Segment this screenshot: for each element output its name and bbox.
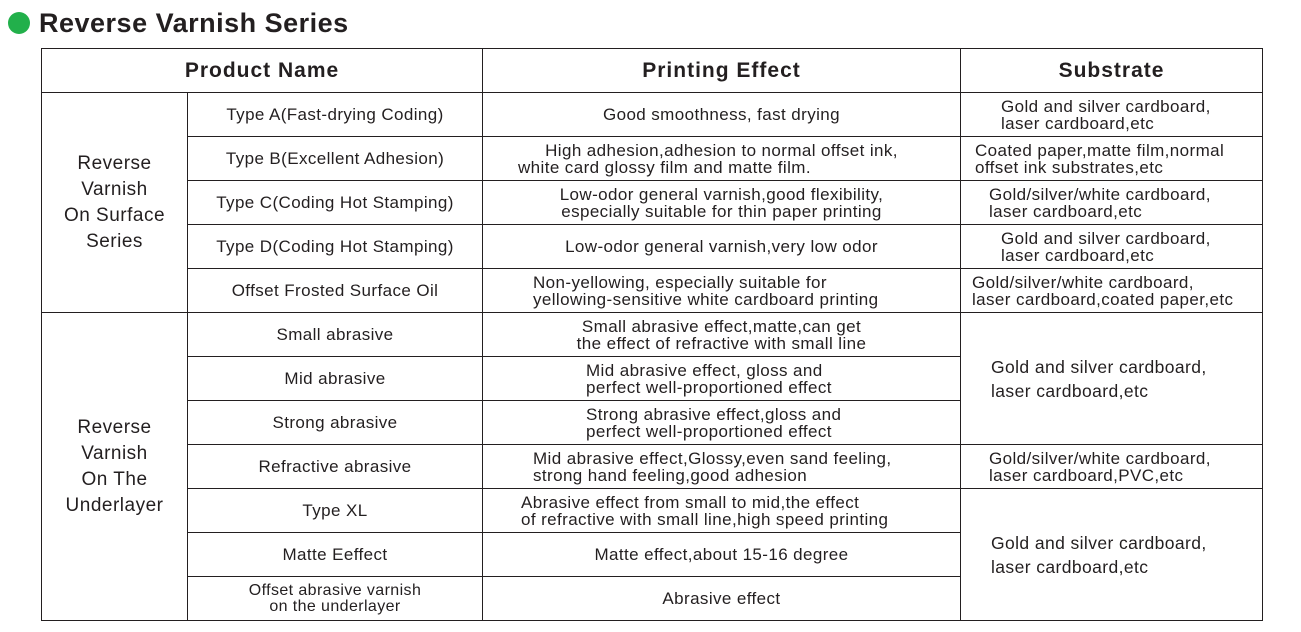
product-name-cell: Refractive abrasive	[188, 445, 483, 489]
table-row	[42, 181, 1263, 225]
printing-effect-cell: Small abrasive effect,matte,can get the effect of refractive with small line	[483, 313, 961, 357]
table-row	[42, 137, 1263, 181]
page-title: Reverse Varnish Series	[39, 7, 349, 38]
substrate-cell: Gold/silver/white cardboard, laser cardboard,coated paper,etc	[961, 269, 1263, 313]
green-bullet-icon	[8, 12, 30, 34]
header-row	[42, 49, 1263, 93]
product-name-cell: Small abrasive	[188, 313, 483, 357]
printing-effect-cell: Mid abrasive effect,Glossy,even sand feeling, strong hand feeling,good adhesion	[483, 445, 961, 489]
substrate-cell: Gold and silver cardboard, laser cardboard,etc	[961, 93, 1263, 137]
table-row	[42, 313, 1263, 357]
table-row	[42, 489, 1263, 533]
product-name-cell: Offset abrasive varnish on the underlayer	[188, 577, 483, 621]
product-table	[41, 48, 1263, 621]
product-name-cell: Matte Eeffect	[188, 533, 483, 577]
header-substrate: Substrate	[961, 49, 1263, 93]
product-name-cell: Type B(Excellent Adhesion)	[188, 137, 483, 181]
substrate-cell: Gold/silver/white cardboard, laser cardboard,PVC,etc	[961, 445, 1263, 489]
printing-effect-cell: High adhesion,adhesion to normal offset ink, white card glossy film and matte film.	[483, 137, 961, 181]
printing-effect-cell: Non-yellowing, especially suitable for yellowing-sensitive white cardboard printing	[483, 269, 961, 313]
product-name-cell: Type D(Coding Hot Stamping)	[188, 225, 483, 269]
printing-effect-cell: Good smoothness, fast drying	[483, 93, 961, 137]
table-row	[42, 93, 1263, 137]
substrate-cell: Coated paper,matte film,normal offset ink substrates,etc	[961, 137, 1263, 181]
printing-effect-cell: Mid abrasive effect, gloss and perfect well-proportioned effect	[483, 357, 961, 401]
header-printing-effect: Printing Effect	[483, 49, 961, 93]
substrate-cell-merged: Gold and silver cardboard, laser cardboard,etc	[961, 489, 1263, 621]
printing-effect-cell: Matte effect,about 15-16 degree	[483, 533, 961, 577]
printing-effect-cell: Strong abrasive effect,gloss and perfect well-proportioned effect	[483, 401, 961, 445]
printing-effect-cell: Abrasive effect from small to mid,the effect of refractive with small line,high speed printing	[483, 489, 961, 533]
product-name-cell: Strong abrasive	[188, 401, 483, 445]
printing-effect-cell: Low-odor general varnish,very low odor	[483, 225, 961, 269]
printing-effect-cell: Abrasive effect	[483, 577, 961, 621]
table-row	[42, 225, 1263, 269]
product-name-cell: Offset Frosted Surface Oil	[188, 269, 483, 313]
group-underlayer: Reverse Varnish On The Underlayer	[42, 313, 188, 621]
printing-effect-cell: Low-odor general varnish,good flexibility, especially suitable for thin paper printing	[483, 181, 961, 225]
product-name-cell: Mid abrasive	[188, 357, 483, 401]
substrate-cell: Gold/silver/white cardboard, laser cardboard,etc	[961, 181, 1263, 225]
header-product-name: Product Name	[42, 49, 483, 93]
table-row	[42, 269, 1263, 313]
product-name-cell: Type XL	[188, 489, 483, 533]
product-name-cell: Type C(Coding Hot Stamping)	[188, 181, 483, 225]
group-surface-series: Reverse Varnish On Surface Series	[42, 93, 188, 313]
substrate-cell: Gold and silver cardboard, laser cardboard,etc	[961, 225, 1263, 269]
section-header	[8, 6, 349, 40]
product-name-cell: Type A(Fast-drying Coding)	[188, 93, 483, 137]
table-row	[42, 445, 1263, 489]
substrate-cell-merged: Gold and silver cardboard, laser cardboard,etc	[961, 313, 1263, 445]
